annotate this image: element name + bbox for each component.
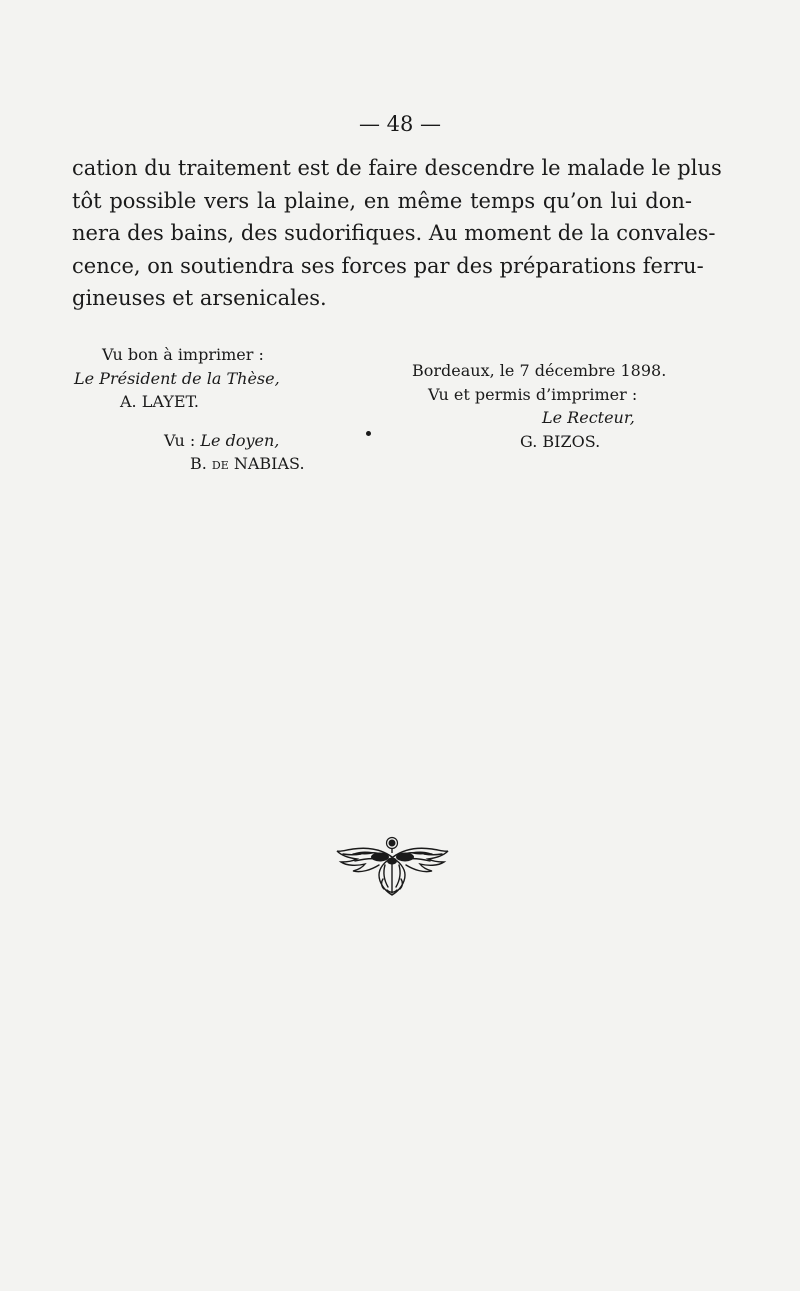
body-line: tôt possible vers la plaine, en même temps qu’on lui don- xyxy=(72,188,692,213)
floral-vignette-icon xyxy=(335,835,450,897)
doyen-title: Le doyen, xyxy=(200,430,280,450)
doyen-name: B. de NABIAS. xyxy=(190,454,305,473)
body-line: cation du traitement est de faire descendre le malade le plus xyxy=(72,156,722,180)
permis-imprimer: Vu et permis d’imprimer : xyxy=(428,384,638,404)
stray-dot xyxy=(366,431,371,436)
doyen-line xyxy=(74,429,374,453)
recteur-title: Le Recteur, xyxy=(542,408,635,427)
approval-left-block xyxy=(74,343,374,476)
approval-right-block xyxy=(400,359,667,453)
president-name: A. LAYET. xyxy=(120,392,199,411)
recteur-name: G. BIZOS. xyxy=(520,431,601,451)
vu-label: Vu : xyxy=(164,430,201,450)
place-date: Bordeaux, le 7 décembre 1898. xyxy=(412,361,667,380)
body-paragraph xyxy=(72,152,722,315)
vu-bon-a-imprimer: Vu bon à imprimer : xyxy=(102,345,264,364)
body-line: nera des bains, des sudorifiques. Au moment de la convales- xyxy=(72,221,716,245)
president-title: Le Président de la Thèse, xyxy=(74,368,280,388)
body-line: gineuses et arsenicales. xyxy=(72,286,327,310)
page-number: — 48 — xyxy=(358,112,442,136)
body-line: cence, on soutiendra ses forces par des préparations ferru- xyxy=(72,253,704,278)
